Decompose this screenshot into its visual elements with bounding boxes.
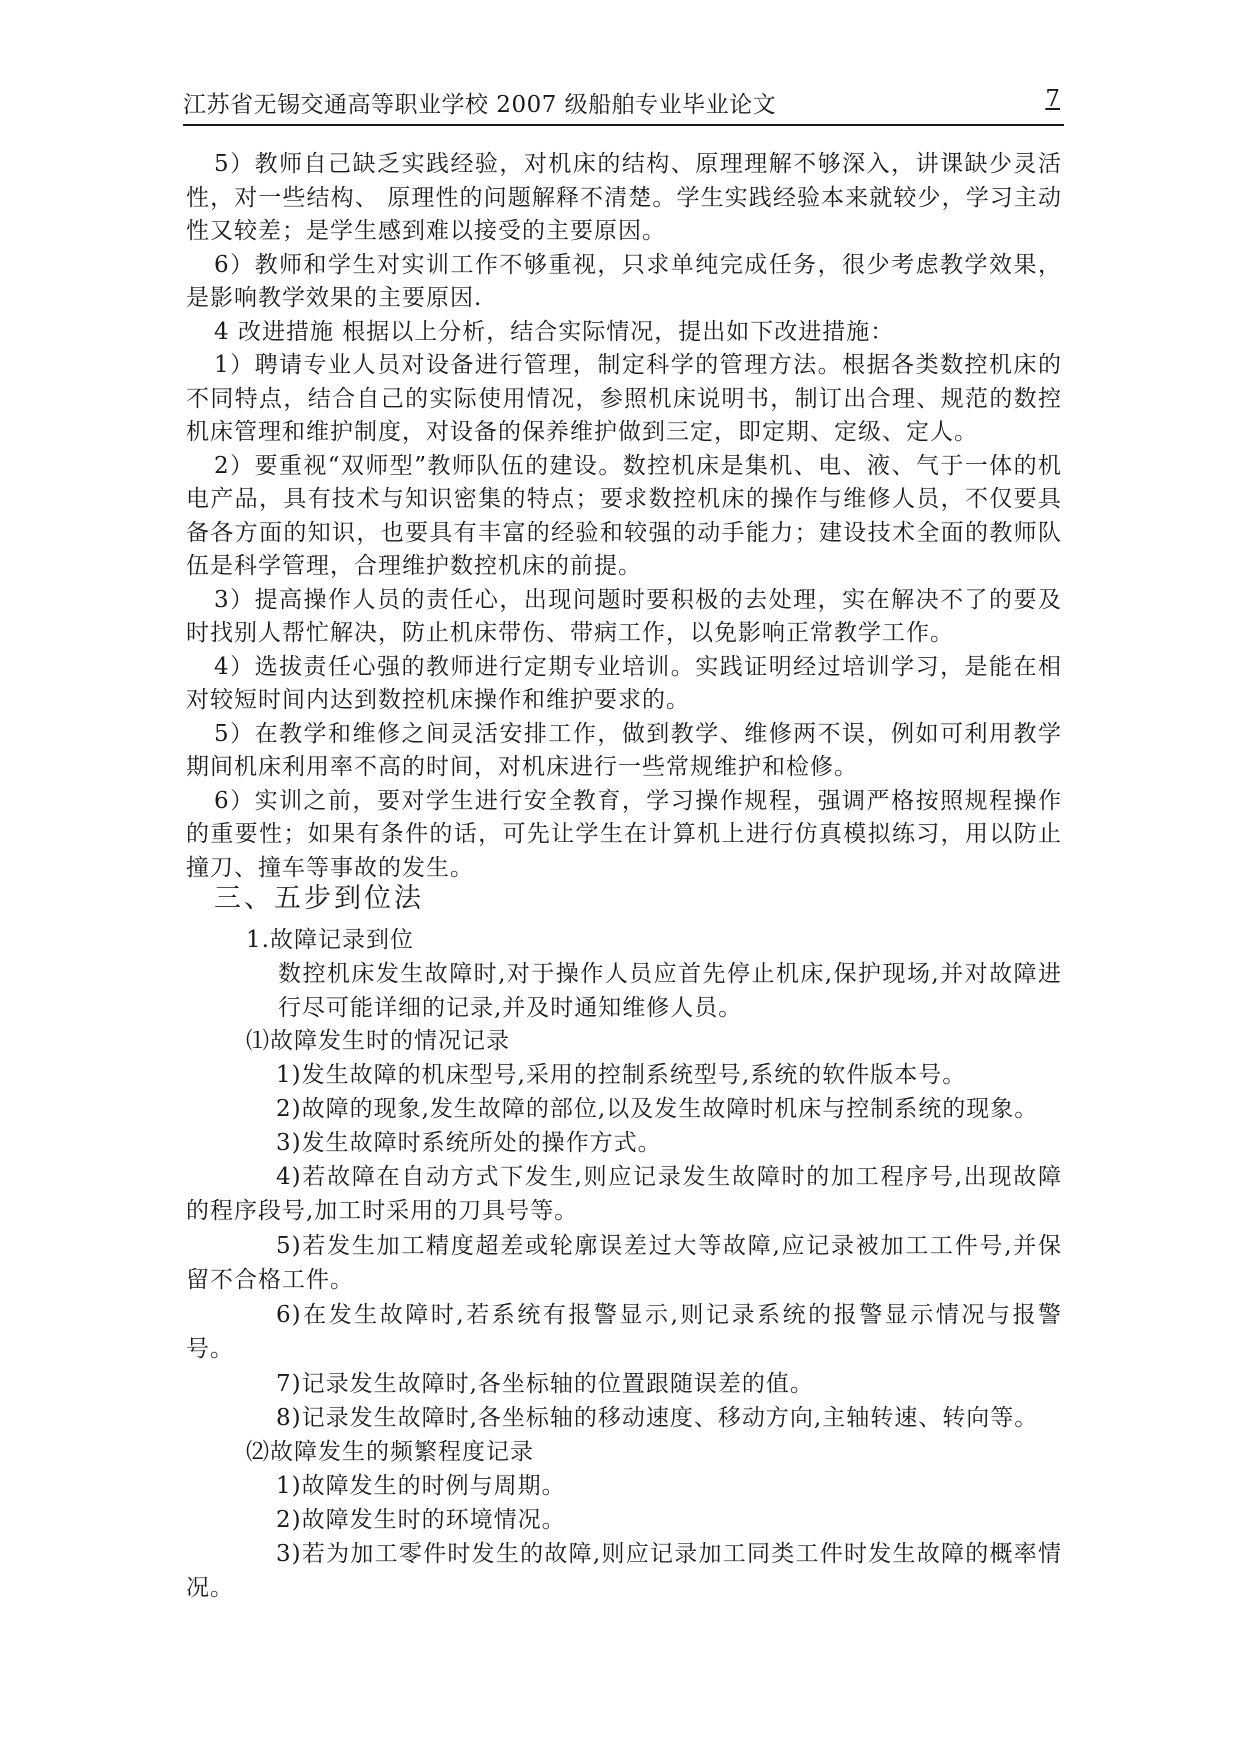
- header-title: 江苏省无锡交通高等职业学校 2007 级船舶专业毕业论文: [183, 92, 777, 118]
- page-header: [183, 84, 1064, 126]
- list-item: 3)发生故障时系统所处的操作方式。: [276, 1130, 662, 1156]
- list-item: 3)若为加工零件时发生的故障,则应记录加工同类工件时发生故障的概率情况。: [186, 1541, 1062, 1601]
- list-item: 8)记录发生故障时,各坐标轴的移动速度、移动方向,主轴转速、转向等。: [276, 1405, 1039, 1431]
- list-item: 7)记录发生故障时,各坐标轴的位置跟随误差的值。: [276, 1371, 814, 1397]
- intro-paragraph: [278, 958, 1062, 1025]
- paragraph: 1）聘请专业人员对设备进行管理，制定科学的管理方法。根据各类数控机床的不同特点，结合自己的实际使用情况，参照机床说明书，制订出合理、规范的数控机床管理和维护制度，对设备的保养维护做到三定，即定期、定级、定人。: [186, 352, 1062, 445]
- list-item: 2)故障发生时的环境情况。: [276, 1507, 566, 1533]
- group-title: ⑵故障发生的频繁程度记录: [246, 1439, 534, 1465]
- paragraph: 6）实训之前，要对学生进行安全教育，学习操作规程，强调严格按照规程操作的重要性；如果有条件的话，可先让学生在计算机上进行仿真模拟练习，用以防止撞刀、撞车等事故的发生。: [186, 787, 1062, 881]
- body-text: [186, 148, 1062, 885]
- paragraph: 5）在教学和维修之间灵活安排工作，做到教学、维修两不误，例如可利用教学期间机床利用率不高的时间，对机床进行一些常规维护和检修。: [186, 720, 1062, 780]
- paragraph: 4）选拔责任心强的教师进行定期专业培训。实践证明经过培训学习，是能在相对较短时间内达到数控机床操作和维护要求的。: [186, 653, 1062, 713]
- list-item: 1)故障发生的时例与周期。: [276, 1473, 566, 1499]
- subheading: 1.故障记录到位: [246, 927, 414, 953]
- list-item-block: [186, 1230, 1062, 1297]
- list-item: 5)若发生加工精度超差或轮廓误差过大等故障,应记录被加工工件号,并保留不合格工件。: [186, 1233, 1062, 1293]
- list-item-block: [186, 1161, 1062, 1228]
- list-item: 6)在发生故障时,若系统有报警显示,则记录系统的报警显示情况与报警号。: [186, 1302, 1062, 1362]
- section-heading: 三、五步到位法: [214, 883, 424, 914]
- paragraph: 5）教师自己缺乏实践经验，对机床的结构、原理理解不够深入，讲课缺少灵活性，对一些结构、 原理性的问题解释不清楚。学生实践经验本来就较少，学习主动性又较差；是学生感到难以接受的主要原因。: [186, 151, 1062, 244]
- page-number: 7: [1045, 86, 1060, 112]
- paragraph: 2）要重视“双师型”教师队伍的建设。数控机床是集机、电、液、气于一体的机电产品，具有技术与知识密集的特点；要求数控机床的操作与维修人员，不仅要具备各方面的知识，也要具有丰富的经验和较强的动手能力；建设技术全面的教师队伍是科学管理，合理维护数控机床的前提。: [186, 452, 1062, 579]
- list-item: 1)发生故障的机床型号,采用的控制系统型号,系统的软件版本号。: [276, 1062, 967, 1088]
- paragraph: 3）提高操作人员的责任心，出现问题时要积极的去处理，实在解决不了的要及时找别人帮忙解决，防止机床带伤、带病工作，以免影响正常教学工作。: [186, 586, 1062, 646]
- list-item: 2)故障的现象,发生故障的部位,以及发生故障时机床与控制系统的现象。: [276, 1096, 1039, 1122]
- group-title: ⑴故障发生时的情况记录: [246, 1028, 510, 1054]
- list-item-block: [186, 1299, 1062, 1366]
- paragraph: 4 改进措施 根据以上分析，结合实际情况，提出如下改进措施：: [214, 318, 895, 345]
- list-item-block: [186, 1538, 1062, 1605]
- intro-text: 数控机床发生故障时,对于操作人员应首先停止机床,保护现场,并对故障进行尽可能详细的记录,并及时通知维修人员。: [278, 961, 1062, 1021]
- list-item: 4)若故障在自动方式下发生,则应记录发生故障时的加工程序号,出现故障的程序段号,加工时采用的刀具号等。: [186, 1164, 1062, 1224]
- paragraph: 6）教师和学生对实训工作不够重视，只求单纯完成任务，很少考虑教学效果，是影响教学效果的主要原因.: [186, 251, 1062, 311]
